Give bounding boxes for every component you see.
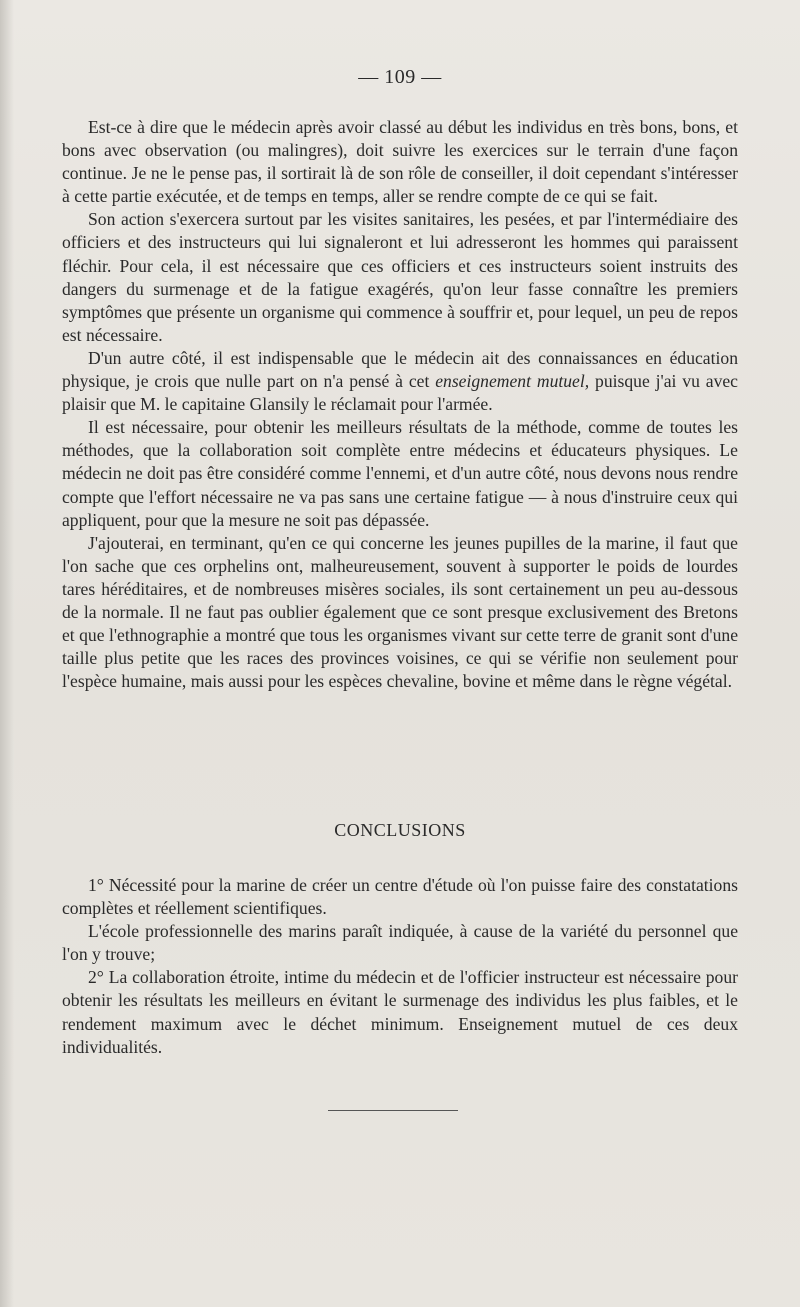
paragraph: Son action s'exercera surtout par les visites sanitaires, les pesées, et par l'intermédiaire des officiers et des instructeurs qui lui signaleront et lui adresseront les hommes qui paraissent fléchir. Pour cela, il est nécessaire que ces officiers et ces instructeurs soient instruits des dangers du surmenage et de la fatigue exagérés, qu'on leur fasse connaître les premiers symptômes que présente un organisme qui commence à souffrir et, pour lequel, un peu de repos est nécessaire. xyxy=(62,209,738,345)
conclusion-item: 2° La collaboration étroite, intime du médecin et de l'officier instructeur est nécessaire pour obtenir les résultats les meilleurs en évitant le surmenage des individus les plus faibles, et le rendement maximum avec le déchet minimum. Enseignement mutuel de ces deux individualités. xyxy=(62,967,738,1057)
paragraph-text: D'un autre côté, il est indispensable que le médecin ait des connaissances en éducation physique, je crois que nulle part on n'a pensé à cet xyxy=(62,347,738,392)
body-text xyxy=(62,116,738,693)
section-heading: CONCLUSIONS xyxy=(334,820,466,840)
italic-phrase: enseignement mutuel, xyxy=(435,371,590,392)
end-rule xyxy=(328,1110,458,1111)
paragraph: Il est nécessaire, pour obtenir les meilleurs résultats de la méthode, comme de toutes les méthodes, que la collaboration soit complète entre médecins et éducateurs physiques. Le médecin ne doit pas être considéré comme l'ennemi, et d'un autre côté, nous devons nous rendre compte que l'effort nécessaire ne va pas sans une certaine fatigue — à nous d'instruire ceux qui appliquent, pour que la mesure ne soit pas dépassée. xyxy=(62,417,738,530)
paragraph xyxy=(62,347,738,416)
paragraph-tail: puisque j'ai vu avec plaisir que M. le capitaine Glansily le réclamait pour l'armée. xyxy=(62,371,738,415)
page-number: — 109 — xyxy=(358,66,442,88)
conclusions-text xyxy=(62,874,738,1059)
paragraph: Est-ce à dire que le médecin après avoir classé au début les individus en très bons, bons, et bons avec observation (ou malingres), doit suivre les exercices sur le terrain d'une façon continue. Je ne le pense pas, il sortirait là de son rôle de conseiller, il doit cependant s'intéresser à cette partie exécutée, et de temps en temps, aller se rendre compte de ce qui se fait. xyxy=(62,117,738,207)
conclusion-item: 1° Nécessité pour la marine de créer un centre d'étude où l'on puisse faire des constatations complètes et réellement scientifiques. xyxy=(62,875,738,919)
paragraph: J'ajouterai, en terminant, qu'en ce qui concerne les jeunes pupilles de la marine, il faut que l'on sache que ces orphelins ont, malheureusement, souvent à supporter le poids de lourdes tares héréditaires, et de nombreuses misères sociales, ils sont certainement un peu au-dessous de la normale. Il ne faut pas oublier également que ce sont presque exclusivement des Bretons et que l'ethnographie a montré que tous les organismes vivant sur cette terre de granit sont d'une taille plus petite que les races des provinces voisines, ce qui se vérifie non seulement pour l'espèce humaine, mais aussi pour les espèces chevaline, bovine et même dans le règne végétal. xyxy=(62,532,738,692)
conclusion-item: L'école professionnelle des marins paraît indiquée, à cause de la variété du personnel que l'on y trouve; xyxy=(62,921,738,965)
page-binding-shadow xyxy=(0,0,14,1307)
